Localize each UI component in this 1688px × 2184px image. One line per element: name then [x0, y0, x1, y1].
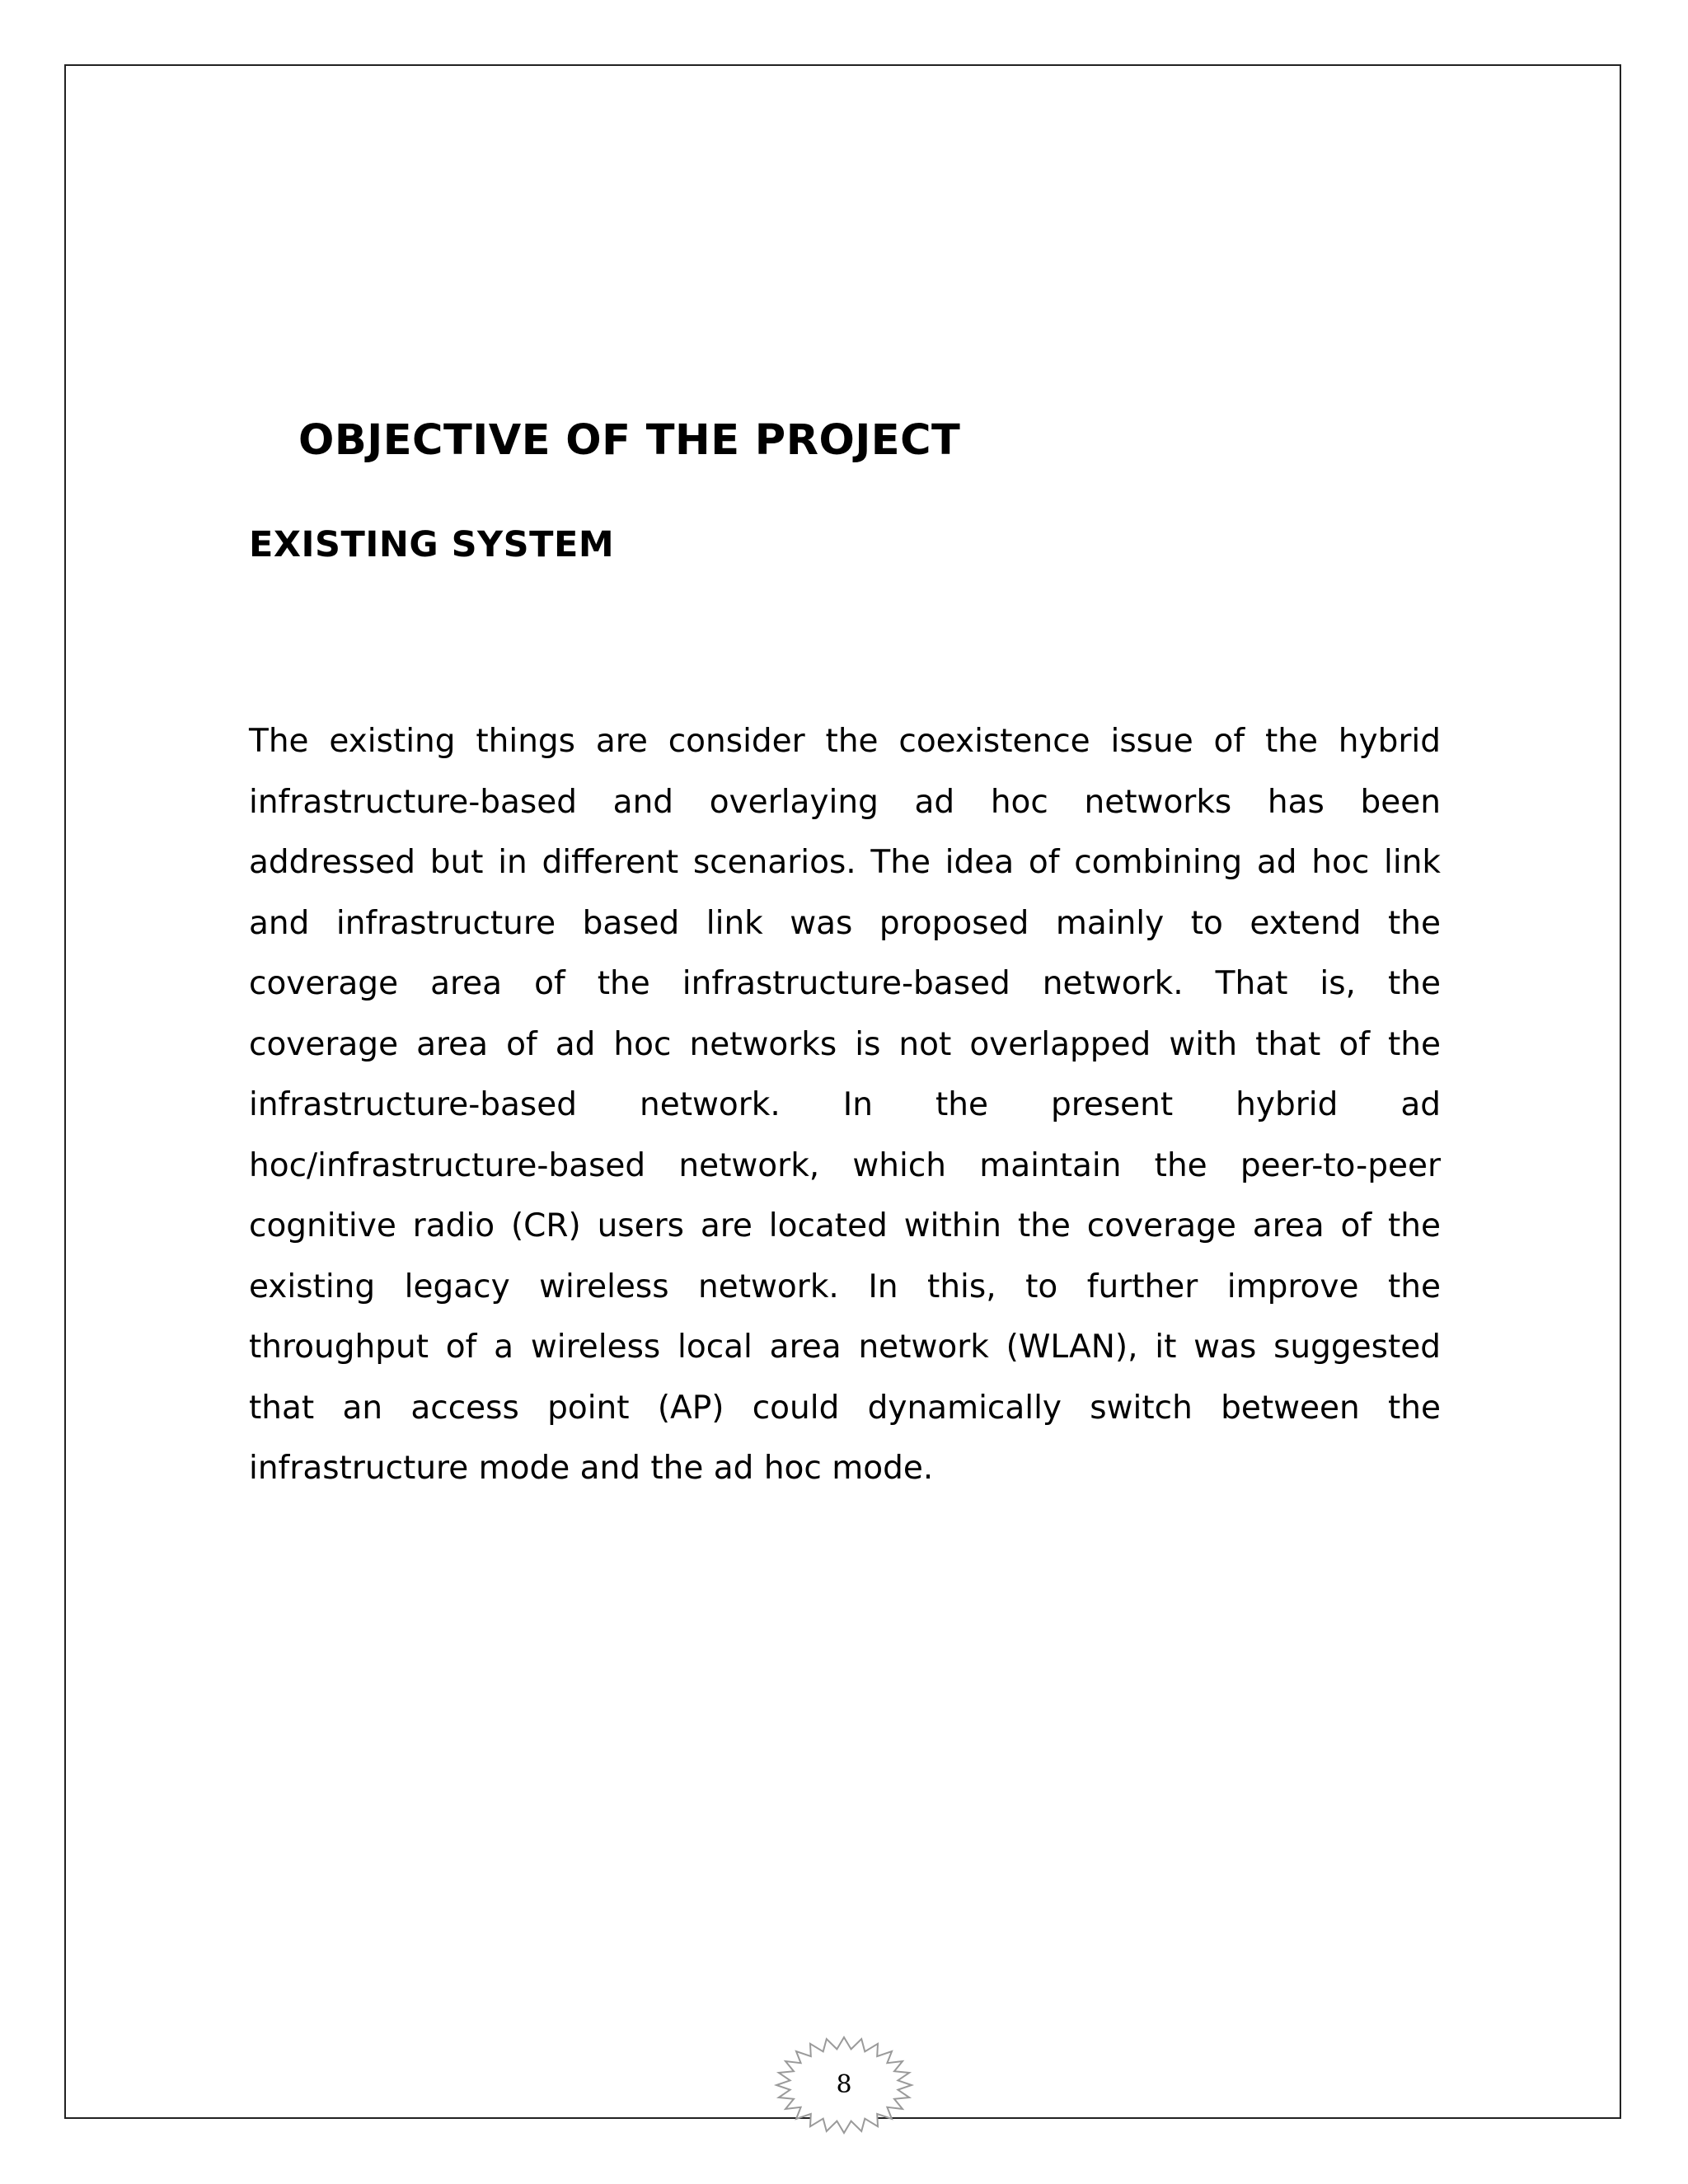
paragraph-line: hoc/infrastructure-based network, which maintain the peer-to-peer	[249, 1146, 1441, 1184]
page-title: OBJECTIVE OF THE PROJECT	[298, 416, 961, 465]
section-heading: EXISTING SYSTEM	[249, 524, 615, 565]
page-number: 8	[836, 2070, 852, 2099]
paragraph-line: infrastructure mode and the ad hoc mode.	[249, 1450, 934, 1487]
paragraph-line: cognitive radio (CR) users are located within the coverage area of the	[249, 1207, 1441, 1244]
paragraph-line: and infrastructure based link was proposed mainly to extend the	[249, 904, 1441, 942]
paragraph-line: coverage area of the infrastructure-based network. That is, the	[249, 965, 1441, 1002]
paragraph-line: The existing things are consider the coexistence issue of the hybrid	[249, 723, 1441, 760]
paragraph-line: that an access point (AP) could dynamically switch between the	[249, 1389, 1441, 1427]
page-number-badge	[773, 2034, 915, 2136]
paragraph-line: infrastructure-based and overlaying ad hoc networks has been	[249, 783, 1441, 821]
paragraph-line: existing legacy wireless network. In this, to further improve the	[249, 1268, 1441, 1305]
paragraph-line: coverage area of ad hoc networks is not overlapped with that of the	[249, 1025, 1441, 1063]
body-paragraph	[249, 711, 1441, 1499]
paragraph-line: throughput of a wireless local area network (WLAN), it was suggested	[249, 1329, 1441, 1366]
paragraph-line: addressed but in different scenarios. The idea of combining ad hoc link	[249, 844, 1441, 881]
paragraph-line: infrastructure-based network. In the present hybrid ad	[249, 1086, 1441, 1123]
